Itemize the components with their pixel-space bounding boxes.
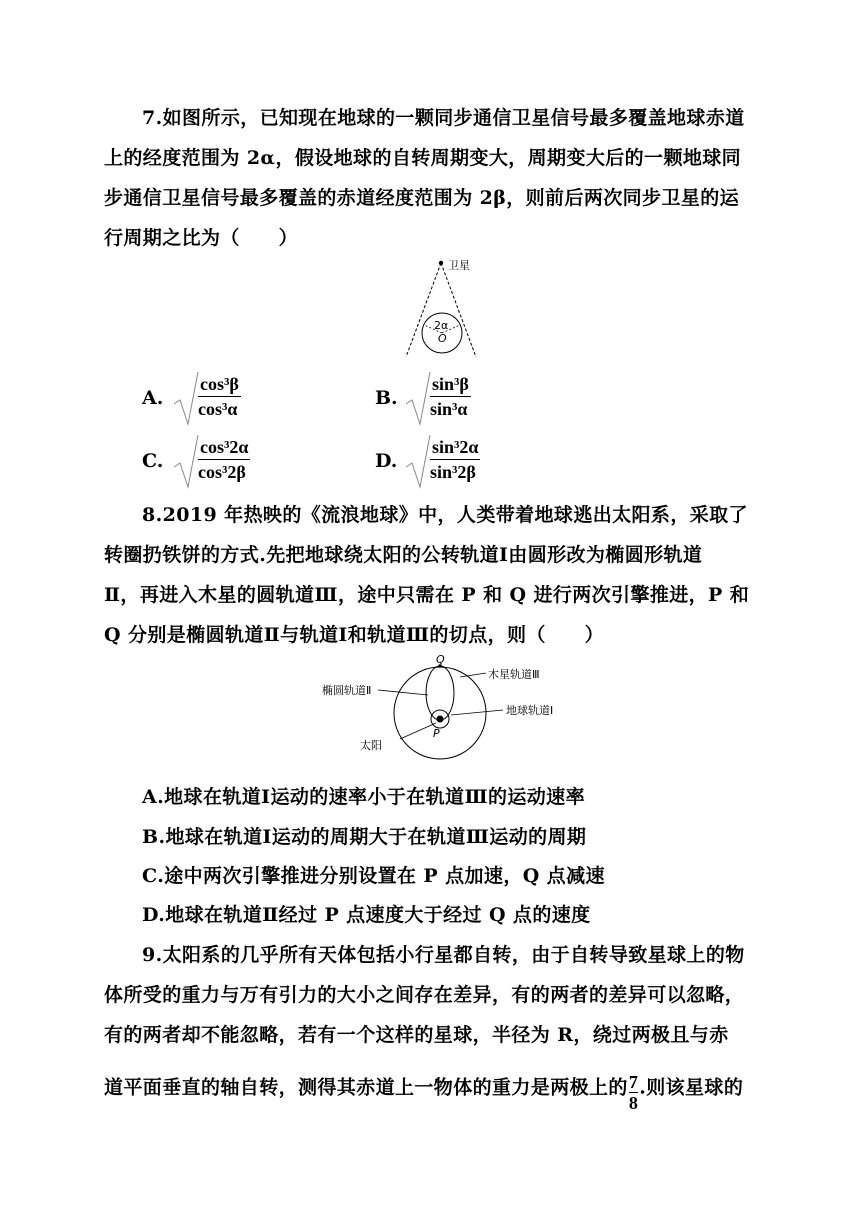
q9-line-4 — [104, 1068, 744, 1113]
q7-option-b-numerator: sin³β — [430, 372, 471, 397]
p-point-label: P — [433, 727, 440, 740]
q-point-label: Q — [436, 655, 445, 666]
q8-option-c: C.途中两次引擎推进分别设置在 P 点加速，Q 点减速 — [142, 865, 605, 887]
q9-line-1: 9.太阳系的几乎所有天体包括小行星都自转，由于自转导致星球上的物 — [142, 944, 745, 966]
q7-option-c-letter: C. — [142, 450, 164, 472]
q9-line-4-end: .则该星球的 — [639, 1076, 744, 1099]
q7-option-d-denominator: sin³2β — [430, 462, 476, 482]
sqrt-icon — [172, 433, 200, 489]
ellipse-orbit — [426, 666, 454, 720]
q9-fraction-numerator: 7 — [628, 1072, 639, 1092]
q8-orbit-figure — [318, 655, 578, 767]
q7-option-a-numerator: cos³β — [198, 372, 241, 397]
q7-option-a-fraction — [198, 372, 241, 421]
sqrt-icon — [172, 370, 200, 426]
jupiter-orbit-label: 木星轨道Ⅲ — [488, 668, 540, 681]
q7-option-b-letter: B. — [375, 387, 398, 409]
q7-option-a-letter: A. — [142, 387, 164, 409]
q8-option-a: A.地球在轨道Ⅰ运动的速率小于在轨道Ⅲ的运动速率 — [142, 786, 585, 808]
q8-line-3: Ⅱ，再进入木星的圆轨道Ⅲ，途中只需在 P 和 Q 进行两次引擎推进，P 和 — [104, 584, 750, 606]
q8-line-2: 转圈扔铁饼的方式.先把地球绕太阳的公转轨道Ⅰ由圆形改为椭圆形轨道 — [104, 544, 703, 566]
q9-line-3: 有的两者却不能忽略，若有一个这样的星球，半径为 R，绕过两极且与赤 — [104, 1024, 729, 1046]
q7-option-b-denominator: sin³α — [430, 399, 468, 419]
earth-orbit-label: 地球轨道Ⅰ — [506, 704, 554, 717]
q7-option-d-letter: D. — [375, 450, 398, 472]
q7-option-b-fraction — [430, 372, 471, 421]
sqrt-icon — [404, 433, 432, 489]
satellite-label: 卫星 — [448, 259, 470, 272]
q9-fraction — [629, 1072, 638, 1113]
sqrt-icon — [404, 370, 432, 426]
q7-line-1: 7.如图所示，已知现在地球的一颗同步通信卫星信号最多覆盖地球赤道 — [142, 107, 745, 129]
sun-label: 太阳 — [360, 739, 382, 752]
center-label: O — [438, 332, 447, 345]
q7-line-3: 步通信卫星信号最多覆盖的赤道经度范围为 2β，则前后两次同步卫星的运 — [104, 187, 740, 209]
ellipse-orbit-label: 椭圆轨道Ⅱ — [322, 684, 372, 697]
q7-option-a-denominator: cos³α — [198, 399, 238, 419]
q7-option-d-fraction — [430, 435, 480, 484]
q7-option-c-denominator: cos³2β — [198, 462, 246, 482]
q7-option-c-numerator: cos³2α — [198, 435, 250, 460]
q7-line-4: 行周期之比为（ ） — [104, 227, 299, 249]
q8-line-4: Q 分别是椭圆轨道Ⅱ与轨道Ⅰ和轨道Ⅲ的切点，则（ ） — [104, 624, 605, 646]
q7-option-d-numerator: sin³2α — [430, 435, 480, 460]
q9-line-2: 体所受的重力与万有引力的大小之间存在差异，有的两者的差异可以忽略， — [104, 984, 745, 1006]
q7-option-c-fraction — [198, 435, 250, 484]
sun-icon — [437, 716, 444, 723]
q7-line-2: 上的经度范围为 2α，假设地球的自转周期变大，周期变大后的一颗地球同 — [104, 147, 742, 169]
q8-option-d: D.地球在轨道Ⅱ经过 P 点速度大于经过 Q 点的速度 — [142, 904, 591, 926]
q8-option-b: B.地球在轨道Ⅰ运动的周期大于在轨道Ⅲ运动的周期 — [142, 826, 587, 848]
q8-line-1: 8.2019 年热映的《流浪地球》中，人类带着地球逃出太阳系，采取了 — [142, 504, 748, 526]
q9-fraction-denominator: 8 — [628, 1093, 639, 1113]
q9-line-4-start: 道平面垂直的轴自转，测得其赤道上一物体的重力是两极上的 — [104, 1076, 628, 1099]
angle-label: 2α — [434, 319, 449, 332]
q7-satellite-figure — [396, 255, 506, 360]
